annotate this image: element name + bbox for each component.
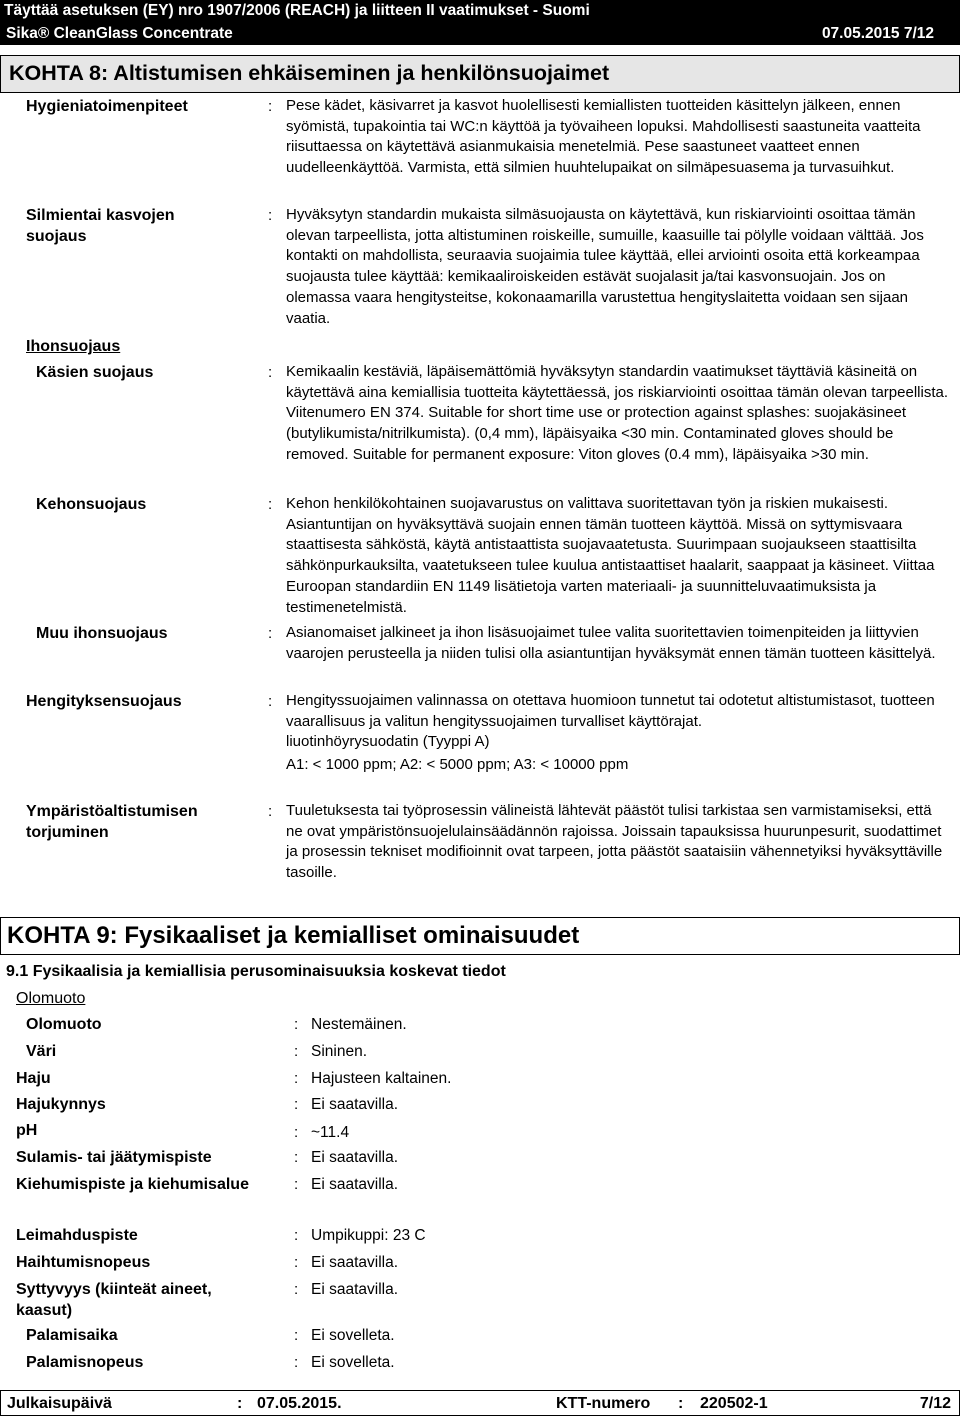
prop-label-odor-threshold: Hajukynnys (16, 1096, 106, 1113)
prop-colon-flash-point: : (294, 1227, 299, 1244)
body-protection-colon: : (268, 496, 273, 513)
prop-label-burning-time: Palamisaika (26, 1327, 118, 1344)
prop-label-evaporation-rate: Haihtumisnopeus (16, 1254, 151, 1271)
respiratory-filter-limits: A1: < 1000 ppm; A2: < 5000 ppm; A3: < 10000 ppm (286, 756, 629, 774)
environmental-exposure-colon: : (268, 803, 273, 820)
eye-protection-text: Hyväksytyn standardin mukaista silmäsuojausta on käytettävä, kun riskiarviointi osoittaa tämän olevan tarpeellista, jotta altistuminen roiskeille, sumuille, kaasuille tai pölylle voidaan välttää. Jos kontakti on mahdollista, seuraavia suojaimia tulee käyttää, ellei arviointi osoita että korkeampaa suojausta tulee käyttää: kemikaaliroiskeiden estävät suojalasit ja/tai kasvonsuojain. Jos on olemassa vaara hengitysteitse, kokonaamarilla varustettua hengityslaitetta voidaan sen sijaan vaatia. (286, 206, 924, 327)
section-8-title: KOHTA 8: Altistumisen ehkäiseminen ja henkilönsuojaimet (9, 61, 610, 85)
prop-label-color: Väri (26, 1043, 57, 1060)
footer-issue-date: 07.05.2015. (257, 1395, 342, 1412)
prop-value-flash-point: Umpikuppi: 23 C (311, 1227, 426, 1244)
eye-protection-colon: : (268, 207, 273, 224)
section-9-title-box (0, 917, 960, 955)
product-name: Sika® CleanGlass Concentrate (6, 25, 233, 42)
hygiene-label: Hygieniatoimenpiteet (26, 98, 188, 115)
prop-colon-odor: : (294, 1070, 299, 1087)
hand-protection-colon: : (268, 364, 273, 381)
prop-value-boiling-point: Ei saatavilla. (311, 1176, 399, 1193)
footer-ktt-colon: : (678, 1395, 684, 1412)
body-protection-text: Kehon henkilökohtainen suojavarustus on valittava suoritettavan työn ja riskien mukaisesti. Asiantuntijan on hyväksyttävä suojain ennen tämän tuotteen käyttöä. Missä on syttymisvaara staattisesta sähköstä, käytä antistaattista suojavaatetusta. Suurimpaan suojaukseen staattisilta sähkönpurkauksilta, vaatetukseen tulee kuulua antistaattiset haalarit, saappaat ja käsineet. Viittaa Euroopan standardiin EN 1149 lisätietoja varten materiaali- ja suunnitteluvaatimuksista ja testimenetelmistä. (286, 495, 935, 616)
prop-value-ph: ~11.4 (311, 1124, 350, 1141)
page-footer (0, 1390, 960, 1416)
section-9-title: KOHTA 9: Fysikaaliset ja kemialliset ominaisuudet (7, 922, 580, 949)
other-skin-protection-label: Muu ihonsuojaus (36, 625, 168, 642)
prop-label-flammability: Syttyvyys (kiinteät aineet, kaasut) (16, 1281, 212, 1319)
prop-value-odor-threshold: Ei saatavilla. (311, 1096, 399, 1113)
prop-value-burning-time: Ei sovelleta. (311, 1327, 395, 1344)
hand-protection-label: Käsien suojaus (36, 364, 154, 381)
eye-protection-label: Silmientai kasvojen suojaus (26, 207, 175, 245)
prop-label-burning-rate: Palamisnopeus (26, 1354, 144, 1371)
environmental-exposure-label: Ympäristöaltistumisen torjuminen (26, 803, 198, 841)
respiratory-protection-colon: : (268, 693, 273, 710)
regulation-header: Täyttää asetuksen (EY) nro 1907/2006 (REACH) ja liitteen II vaatimukset - Suomi (0, 0, 960, 22)
prop-value-burning-rate: Ei sovelleta. (311, 1354, 395, 1371)
prop-colon-boiling-point: : (294, 1176, 299, 1193)
prop-value-form: Nestemäinen. (311, 1016, 407, 1033)
prop-value-melting-point: Ei saatavilla. (311, 1149, 399, 1166)
hygiene-text: Pese kädet, käsivarret ja kasvot huolellisesti kemiallisten tuotteiden käsittelyn jälkeen, ennen syömistä, tupakointia tai WC:n käyttöä ja työvaiheen lopuksi. Mahdollisesti saastuneita vaatteita riisuttaessa on käytettävä asianmukaisia menetelmiä. Pese saastuneet vaatteet ennen uudelleenkäyttöä. Varmista, että silmien huuhtelupaikat on silmäpesuasema ja turvasuihkut. (286, 97, 921, 177)
other-skin-protection-text: Asianomaiset jalkineet ja ihon lisäsuojaimet tulee valita suoritettavien toimenpiteiden ja liittyvien vaarojen perusteella ja niiden tulisi olla asiantuntijan hyväksymät ennen tämän tuotteen käsittelyä. (286, 624, 936, 662)
footer-page-number: 7/12 (919, 1395, 951, 1412)
prop-value-flammability: Ei saatavilla. (311, 1281, 399, 1298)
environmental-exposure-text: Tuuletuksesta tai työprosessin välineistä lähtevät päästöt tulisi tarkistaa sen varmistamiseksi, että ne ovat ympäristönsuojelulainsäädännön rajoissa. Joissain tapauksissa huurunpesurit, suodattimet ja prosessin tekniset modifioinnit ovat tarpeen, jotta päästöt saataisiin vähennetyiksi hyväksyttäville tasoille. (286, 802, 943, 882)
prop-colon-ph: : (294, 1124, 299, 1141)
respiratory-filter-type: liuotinhöyrysuodatin (Tyyppi A) (286, 733, 490, 751)
header-date-page: 07.05.2015 7/12 (821, 25, 934, 42)
prop-label-form: Olomuoto (26, 1016, 102, 1033)
prop-label-flash-point: Leimahduspiste (16, 1227, 138, 1244)
other-skin-protection-colon: : (268, 625, 273, 642)
hygiene-colon: : (268, 98, 273, 115)
section-8-title-box (0, 55, 960, 93)
respiratory-protection-label: Hengityksensuojaus (26, 693, 182, 710)
prop-value-evaporation-rate: Ei saatavilla. (311, 1254, 399, 1271)
product-header (0, 22, 960, 45)
prop-colon-odor-threshold: : (294, 1096, 299, 1113)
prop-label-melting-point: Sulamis- tai jäätymispiste (16, 1149, 212, 1166)
skin-protection-heading: Ihonsuojaus (26, 338, 121, 355)
prop-colon-color: : (294, 1043, 299, 1060)
footer-issue-label: Julkaisupäivä (7, 1395, 112, 1412)
footer-ktt-label: KTT-numero (556, 1395, 651, 1412)
prop-colon-form: : (294, 1016, 299, 1033)
prop-value-color: Sininen. (311, 1043, 368, 1060)
prop-label-odor: Haju (16, 1070, 51, 1087)
prop-label-boiling-point: Kiehumispiste ja kiehumisalue (16, 1176, 249, 1193)
prop-colon-melting-point: : (294, 1149, 299, 1166)
hand-protection-text: Kemikaalin kestäviä, läpäisemättömiä hyväksytyn standardin vaatimukset täyttäviä käsineitä on käytettävä aina kemiallisia tuotteita käytettäessä, jos riskiarviointi osoittaa tämän olevan tarpeellista. Viitenumero EN 374. Suitable for short time use or protection against splashes: suojakäsineet (butylikumista/nitrilkumista). (0,4 mm), läpäisyaika <30 min. Contaminated gloves should be removed. Suitable for permanent exposure: Viton gloves (0.4 mm), läpäisyaika >30 min. (286, 363, 948, 463)
body-protection-label: Kehonsuojaus (36, 496, 147, 513)
respiratory-protection-text: Hengityssuojaimen valinnassa on otettava huomioon tunnetut tai odotetut altistumistasot, tuotteen vaarallisuus ja valitun hengityssuojaimen turvalliset käyttörajat. liuotinhöyrysuodatin (Tyyppi A) A1: < 1000 ppm; A2: < 5000 ppm; A3: < 10000 ppm (286, 691, 950, 776)
prop-label-ph: pH (16, 1122, 38, 1139)
section-9-subtitle: 9.1 Fysikaalisia ja kemiallisia perusominaisuuksia koskevat tiedot (6, 963, 506, 980)
prop-value-odor: Hajusteen kaltainen. (311, 1070, 452, 1087)
prop-colon-flammability: : (294, 1281, 299, 1298)
appearance-group-heading: Olomuoto (16, 990, 86, 1007)
footer-ktt-value: 220502-1 (700, 1395, 768, 1412)
prop-colon-burning-time: : (294, 1327, 299, 1344)
prop-colon-evaporation-rate: : (294, 1254, 299, 1271)
prop-colon-burning-rate: : (294, 1354, 299, 1371)
footer-issue-colon: : (237, 1395, 243, 1412)
